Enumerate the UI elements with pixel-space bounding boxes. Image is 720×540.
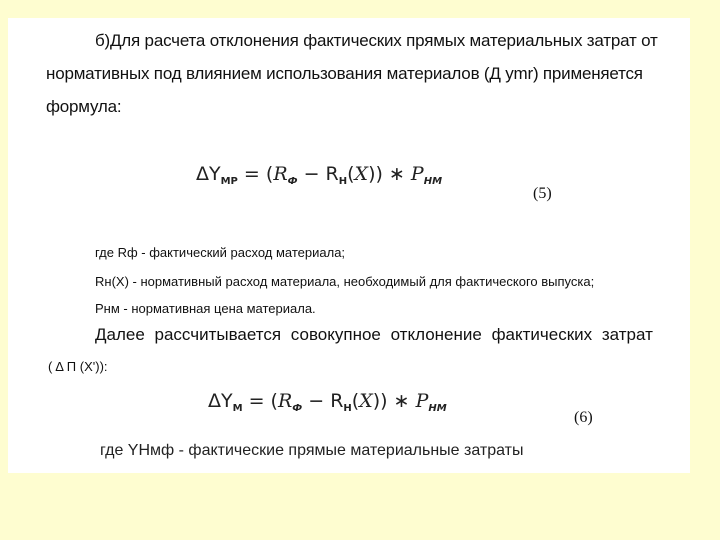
formula-delta: ΔY	[196, 163, 221, 185]
formula-subscript: Ф	[292, 403, 303, 414]
formula-equals: = (	[237, 163, 274, 185]
paragraph-line-3: формула:	[46, 97, 122, 116]
definition-line-2: Rн(X) - нормативный расход материала, необходимый для фактического выпуска;	[95, 274, 595, 289]
formula-5	[196, 163, 442, 187]
formula-minus: − R	[302, 390, 344, 412]
formula-x: X	[354, 163, 369, 185]
equation-number-5: (5)	[533, 185, 552, 202]
formula-r-fact: R	[277, 390, 293, 412]
formula-subscript: Н	[343, 403, 352, 414]
formula-delta: ΔY	[208, 390, 233, 412]
formula-6	[208, 390, 447, 414]
formula-subscript: М	[232, 403, 243, 414]
paragraph-line-2: нормативных под влиянием использования материалов (Д ymr) применяется	[46, 64, 643, 83]
formula-subscript: МР	[220, 176, 238, 187]
definition-line-3: Рнм - нормативная цена материала.	[95, 301, 316, 316]
formula-subscript: Ф	[287, 176, 298, 187]
formula-x: X	[359, 390, 373, 412]
definition-line-1: где Rф - фактический расход материала;	[95, 245, 346, 260]
formula-subscript: НМ	[423, 176, 443, 187]
paragraph-line-1: б)Для расчета отклонения фактических прямых материальных затрат от	[95, 31, 658, 50]
formula-price: P	[415, 390, 429, 412]
formula-paren: (	[347, 163, 355, 185]
document-page	[8, 18, 690, 473]
formula-subscript: Н	[338, 176, 348, 187]
paragraph-next-line-2: ( Δ П (X')):	[48, 359, 108, 374]
formula-price: P	[410, 163, 424, 185]
paragraph-next-line-1: Далее рассчитывается совокупное отклонение фактических затрат	[95, 325, 653, 344]
formula-paren: (	[351, 390, 360, 412]
formula-minus: − R	[297, 163, 339, 185]
formula-paren: )) ∗	[372, 390, 416, 412]
equation-number-6: (6)	[574, 409, 593, 426]
formula-equals: = (	[242, 390, 278, 412]
formula-subscript: НМ	[428, 403, 447, 414]
formula-r-fact: R	[273, 163, 288, 185]
footnote-line: где YНмф - фактические прямые материальные затраты	[100, 442, 524, 459]
formula-paren: )) ∗	[368, 163, 411, 185]
